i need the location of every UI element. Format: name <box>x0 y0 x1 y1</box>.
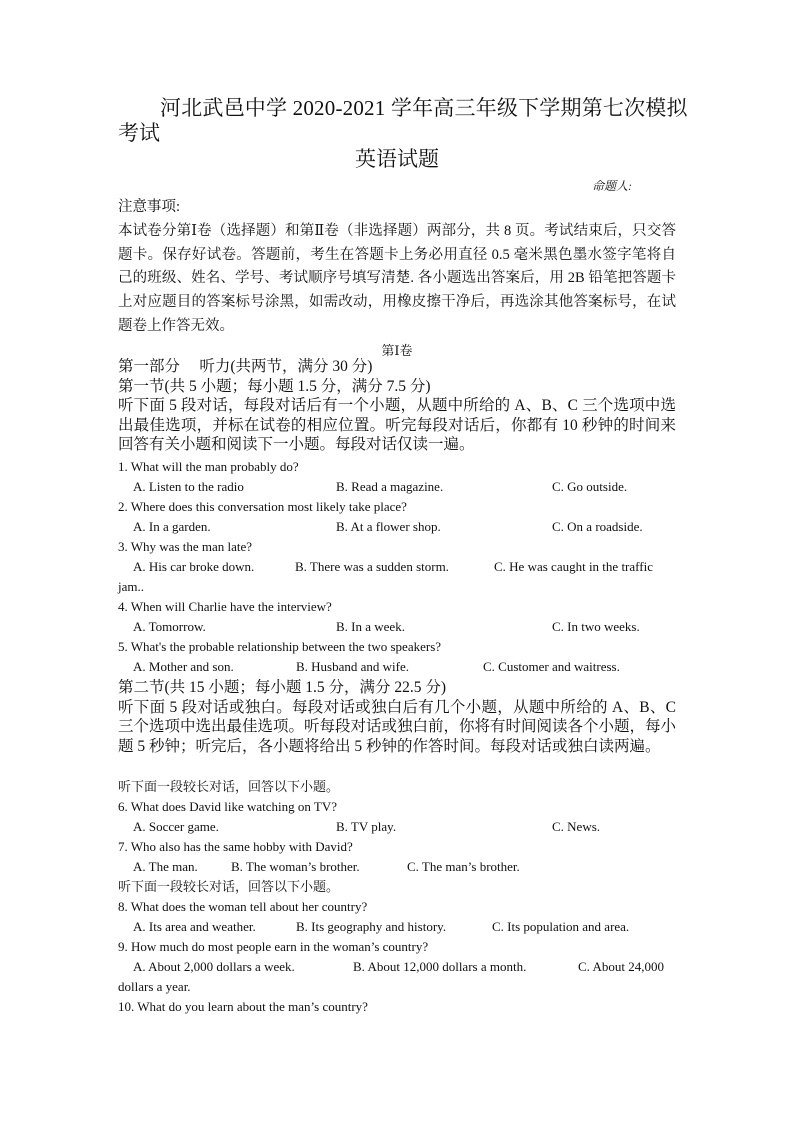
exam-title: 河北武邑中学 2020-2021 学年高三年级下学期第七次模拟 <box>160 96 688 120</box>
question-8: 8. What does the woman tell about her country? <box>118 899 368 914</box>
q8-option-c: C. Its population and area. <box>492 919 630 934</box>
subject-title: 英语试题 <box>355 147 439 171</box>
q4-option-c: C. In two weeks. <box>552 619 640 634</box>
q3-option-a: A. His car broke down. <box>133 559 255 574</box>
q9-option-c-wrap: dollars a year. <box>118 979 191 994</box>
question-2: 2. Where does this conversation most likely take place? <box>118 499 407 514</box>
q2-option-b: B. At a flower shop. <box>336 519 441 534</box>
listen-instruction-1: 听下面一段较长对话，回答以下小题。 <box>118 779 340 794</box>
q3-option-c-wrap: jam.. <box>118 579 144 594</box>
question-10: 10. What do you learn about the man’s country? <box>118 999 368 1014</box>
q1-option-b: B. Read a magazine. <box>336 479 444 494</box>
q6-option-a: A. Soccer game. <box>133 819 219 834</box>
notice-block <box>118 196 676 339</box>
question-4: 4. When will Charlie have the interview? <box>118 599 332 614</box>
q9-option-b: B. About 12,000 dollars a month. <box>353 959 527 974</box>
section2-heading: 第二节(共 15 小题；每小题 1.5 分，满分 22.5 分) <box>118 679 447 696</box>
q1-option-a: A. Listen to the radio <box>133 479 244 494</box>
q7-option-b: B. The woman’s brother. <box>231 859 360 874</box>
q3-option-b: B. There was a sudden storm. <box>295 559 449 574</box>
q6-option-c: C. News. <box>552 819 601 834</box>
q8-option-a: A. Its area and weather. <box>133 919 256 934</box>
question-6: 6. What does David like watching on TV? <box>118 799 338 814</box>
q4-option-b: B. In a week. <box>336 619 405 634</box>
part1-heading: 第一部分 听力(共两节，满分 30 分) <box>118 358 373 375</box>
q1-option-c: C. Go outside. <box>552 479 628 494</box>
q4-option-a: A. Tomorrow. <box>133 619 206 634</box>
section2-block <box>118 678 676 756</box>
section1-instructions: 听下面 5 段对话，每段对话后有一个小题，从题中所给的 A、B、C 三个选项中选出最佳选项，并标在试卷的相应位置。听完每段对话后，你都有 10 秒钟的时间来回答有关小题和阅读下一小题。每段对话仅读一遍。 <box>118 397 676 453</box>
q5-option-c: C. Customer and waitress. <box>483 659 620 674</box>
q7-option-a: A. The man. <box>133 859 198 874</box>
q2-option-c: C. On a roadside. <box>552 519 643 534</box>
question-3: 3. Why was the man late? <box>118 539 253 554</box>
q2-option-a: A. In a garden. <box>133 519 211 534</box>
q5-option-a: A. Mother and son. <box>133 659 234 674</box>
notice-body: 本试卷分第Ⅰ卷（选择题）和第Ⅱ卷（非选择题）两部分，共 8 页。考试结束后，只交答题卡。保存好试卷。答题前，考生在答题卡上务必用直径 0.5 毫米黑色墨水签字笔将自己的班级、姓名、学号、考试顺序号填写清楚. 各小题选出答案后，用 2B 铅笔把答题卡上对应题目的答案标号涂黑，如需改动，用橡皮擦干净后，再选涂其他答案标号，在试题卷上作答无效。 <box>118 222 676 334</box>
section2-instructions: 听下面 5 段对话或独白。每段对话或独白后有几个小题，从题中所给的 A、B、C 三个选项中选出最佳选项。听每段对话或独白前，你将有时间阅读各个小题，每小题 5 秒钟；听完后，各小题将给出 5 秒钟的作答时间。每段对话或独白读两遍。 <box>118 698 677 755</box>
question-1: 1. What will the man probably do? <box>118 459 299 474</box>
q9-option-a: A. About 2,000 dollars a week. <box>133 959 295 974</box>
part1-block <box>118 357 676 455</box>
listen-instruction-2: 听下面一段较长对话，回答以下小题。 <box>118 879 340 894</box>
question-5: 5. What's the probable relationship between the two speakers? <box>118 639 442 654</box>
exam-title-continued: 考试 <box>118 121 160 145</box>
q8-option-b: B. Its geography and history. <box>296 919 447 934</box>
section1-heading: 第一节(共 5 小题；每小题 1.5 分，满分 7.5 分) <box>118 377 431 395</box>
q9-option-c: C. About 24,000 <box>578 959 664 974</box>
question-7: 7. Who also has the same hobby with David? <box>118 839 353 854</box>
q3-option-c: C. He was caught in the traffic <box>494 559 653 574</box>
notice-heading: 注意事项: <box>118 199 181 215</box>
question-9: 9. How much do most people earn in the woman’s country? <box>118 939 429 954</box>
volume-label: 第Ⅰ卷 <box>381 343 413 358</box>
q7-option-c: C. The man’s brother. <box>407 859 520 874</box>
setter-signature: 命题人: <box>592 179 632 193</box>
q6-option-b: B. TV play. <box>336 819 397 834</box>
q5-option-b: B. Husband and wife. <box>296 659 410 674</box>
